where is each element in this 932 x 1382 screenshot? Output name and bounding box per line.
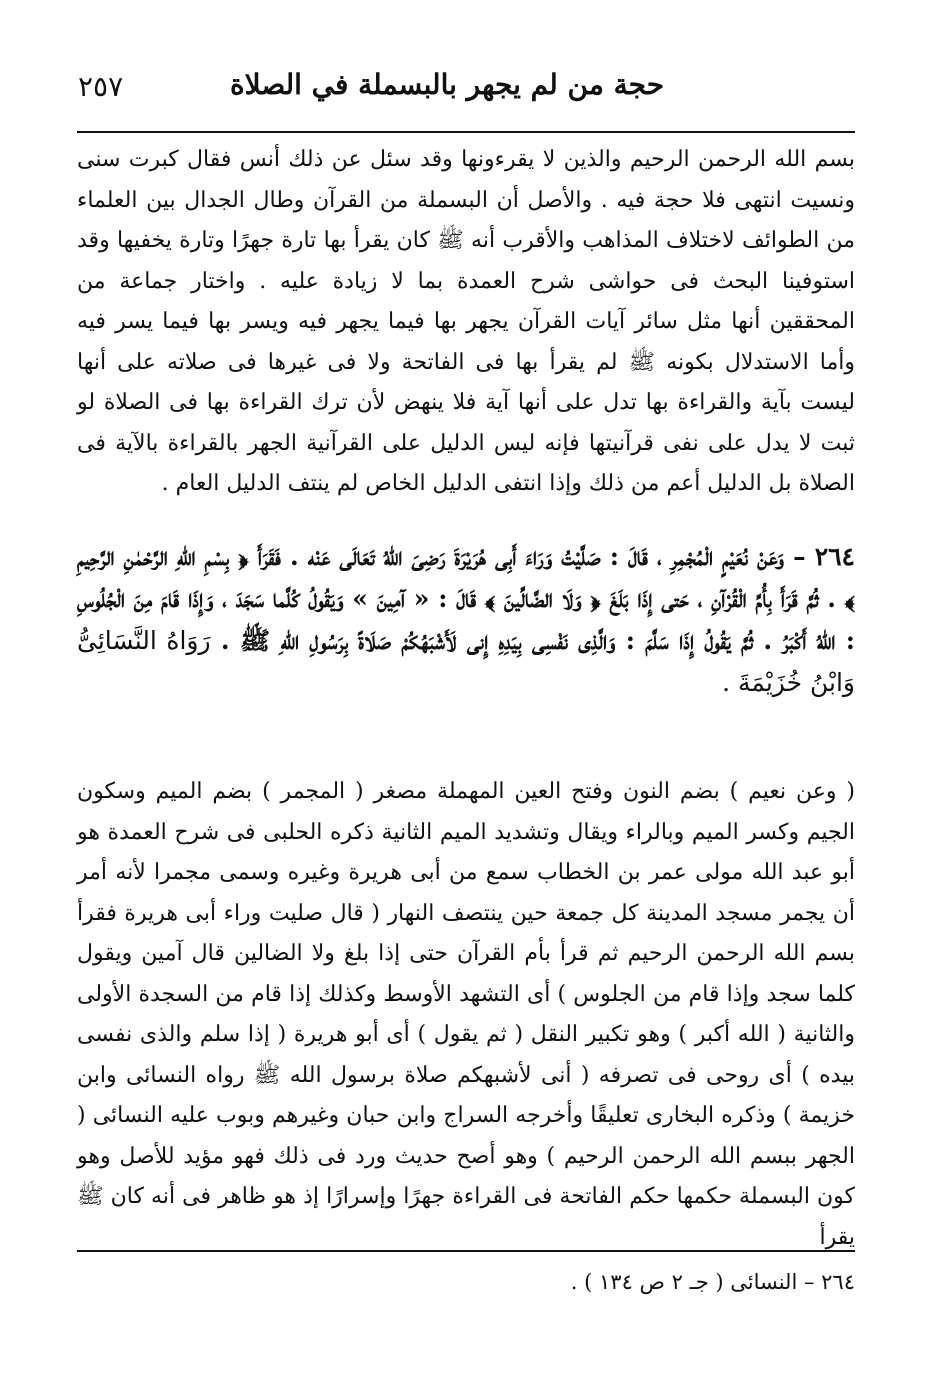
commentary bbox=[77, 772, 855, 1258]
intro-paragraph: بسم الله الرحمن الرحيم والذين لا يقرءونها وقد سئل عن ذلك أنس فقال كبرت سنى ونسيت انتهى فلا حجة فيه . والأصل أن البسملة من القرآن وطال الجدال بين العلماء من الطوائف لاختلاف المذاهب والأقرب أنه ﷺ كان يقرأ بها تارة جهرًا وتارة يخفيها وقد استوفينا البحث فى حواشى شرح العمدة بما لا زيادة عليه . واختار جماعة من المحققين أنها مثل سائر آيات القرآن يجهر بها فيما يجهر فيه ويسر بها فيما يسر فيه وأما الاستدلال بكونه ﷺ لم يقرأ بها فى الفاتحة ولا فى غيرها فى صلاته على أنها ليست بآية والقراءة بها تدل على أنها آية فلا ينهض لأن ترك القراءة بها فى الصلاة لو ثبت لا يدل على نفى قرآنيتها فإنه ليس الدليل على القرآنية الجهر بالقراءة بالآية فى الصلاة بل الدليل أعم من ذلك وإذا انتفى الدليل الخاص لم ينتف الدليل العام . bbox=[77, 147, 855, 496]
header-rule bbox=[77, 131, 855, 133]
intro-text bbox=[77, 140, 855, 505]
running-title: حجة من لم يجهر بالبسملة في الصلاة bbox=[229, 68, 664, 101]
hadith-narration: رَوَاهُ النَّسَائِىُّ وَابْنُ خُزَيْمَةَ . bbox=[77, 626, 855, 697]
footnote-text: ٢٦٤ – النسائى ( جـ ٢ ص ١٣٤ ) . bbox=[570, 1270, 855, 1294]
hadith-text: ٢٦٤ – وَعَنْ نُعَيْمٍ الْمُجْمِرِ ، قَالَ : صَلَّيْتُ وَرَاءَ أَبِى هُرَيْرَةَ رَضِىَ اللهُ تَعَالَى عَنْه . فَقَرَأَ ﴿ بِسْمِ اللهِ الرَّحْمٰنِ الرَّحِيمِ ﴾ . ثُمَّ قَرَأَ بِأُمِّ الْقُرْآنِ ، حَتى إِذَا بَلَغَ ﴿ وَلَا الضَّالِّينَ ﴾ قَالَ : « آمِينَ » وَيَقُولُ كُلَّما سَجَدَ ، وَإِذَا قَامَ مِنَ الْجُلُوسِ : اللهُ أَكْبَرُ . ثُمَّ يَقُولُ إِذَا سَلَّمَ : وَالَّذِى نَفْسِى بِيَدِهِ إِنى لَأَشْبَهُكُمْ صَلَاةً بِرَسُولِ اللهِ ﷺ . bbox=[77, 542, 855, 655]
footnote bbox=[77, 1265, 855, 1299]
commentary-paragraph: ( وعن نعيم ) بضم النون وفتح العين المهملة مصغر ( المجمر ) بضم الميم وسكون الجيم وكسر الميم وبالراء ويقال وتشديد الميم الثانية ذكره الحلبى فى شرح العمدة هو أبو عبد الله مولى عمر بن الخطاب سمع من أبى هريرة وغيره وسمى مجمرا لأنه أمر أن يجمر مسجد المدينة كل جمعة حين ينتصف النهار ( قال صليت وراء أبى هريرة فقرأ بسم الله الرحمن الرحيم ثم قرأ بأم القرآن حتى إذا بلغ ولا الضالين قال آمين ويقول كلما سجد وإذا قام من الجلوس ) أى التشهد الأوسط وكذلك إذا قام من السجدة الأولى والثانية ( الله أكبر ) وهو تكبير النقل ( ثم يقول ) أى أبو هريرة ( إذا سلم والذى نفسى بيده ) أى روحى فى تصرفه ( أنى لأشبهكم صلاة برسول الله ﷺ رواه النسائى وابن خزيمة ) وذكره البخارى تعليقًا وأخرجه السراج وابن حبان وغيرهم وبوب عليه النسائى ( الجهر ببسم الله الرحمن الرحيم ) وهو أصح حديث ورد فى ذلك فهو مؤيد للأصل وهو كون البسملة حكمها حكم الفاتحة فى القراءة جهرًا وإسرارًا إذ هو ظاهر فى أنه كان ﷺ يقرأ bbox=[77, 779, 855, 1250]
hadith-block bbox=[77, 536, 855, 704]
page-number: ٢٥٧ bbox=[78, 70, 124, 103]
page-header bbox=[78, 64, 854, 114]
footnote-rule bbox=[77, 1250, 855, 1252]
